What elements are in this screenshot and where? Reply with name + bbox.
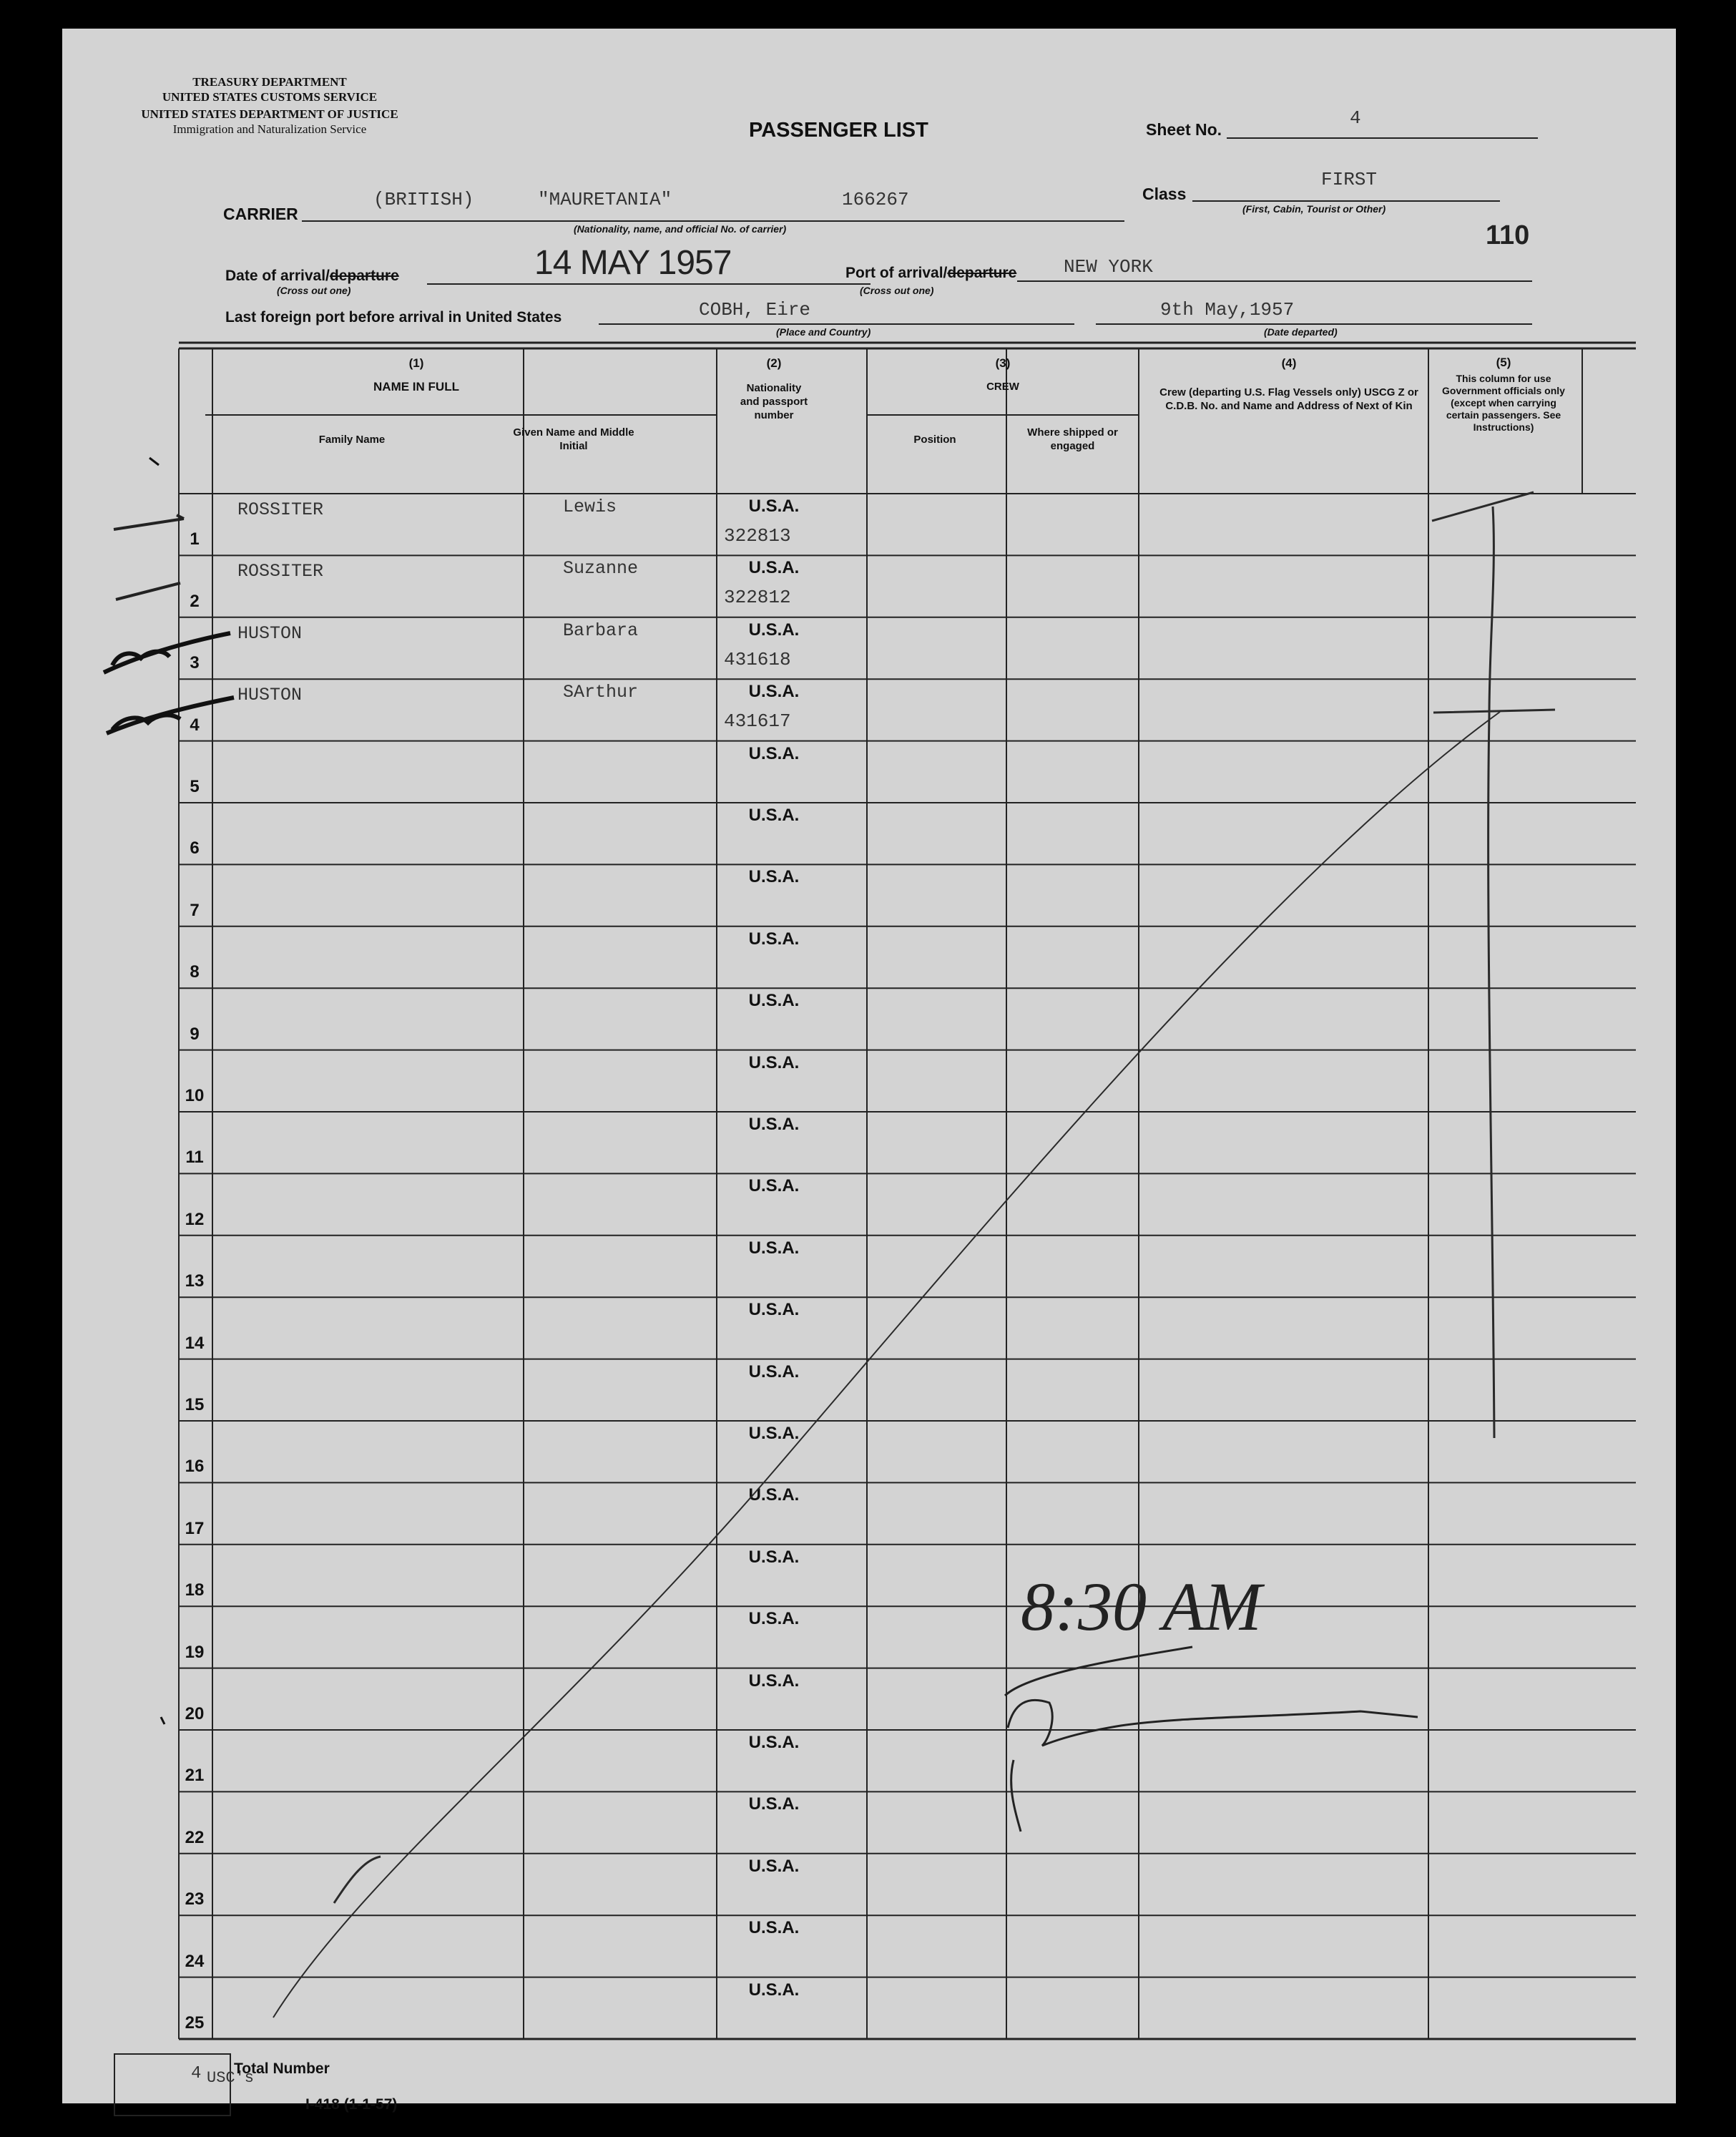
nationality-cell: U.S.A. (748, 1115, 800, 1134)
stamp-number: 110 (1486, 220, 1530, 250)
dept-line-4: Immigration and Naturalization Service (172, 122, 367, 136)
passport-number-cell: 322813 (724, 525, 791, 547)
col2-header (717, 356, 831, 422)
nationality-cell: U.S.A. (748, 1424, 800, 1443)
sheet-no-value: 4 (1350, 107, 1361, 129)
row-number: 11 (185, 1148, 204, 1168)
col4-number: (4) (1281, 356, 1297, 370)
row-number: 25 (185, 2013, 205, 2033)
family-name-cell: ROSSITER (237, 499, 324, 520)
dept-line-2: UNITED STATES CUSTOMS SERVICE (162, 90, 378, 104)
place-note: (Place and Country) (776, 326, 871, 338)
table-row (62, 864, 1676, 926)
col3-header (867, 356, 1139, 393)
carrier-number: 166267 (842, 189, 909, 210)
nationality-cell: U.S.A. (748, 1052, 800, 1072)
dept-line-1: TREASURY DEPARTMENT (192, 75, 347, 89)
last-port-value: COBH, Eire (699, 299, 811, 321)
row-number: 22 (185, 1827, 205, 1847)
nationality-cell: U.S.A. (748, 1238, 800, 1258)
table-row (62, 1112, 1676, 1173)
table-row (62, 1482, 1676, 1544)
nationality-cell: U.S.A. (748, 1980, 800, 2000)
table-row (62, 1791, 1676, 1853)
row-number: 9 (190, 1024, 200, 1044)
date-cross-note: (Cross out one) (277, 285, 351, 296)
col5-title: This column for use Government officials only (except when carrying certain passengers. See Instructions) (1442, 373, 1565, 433)
carrier-name: "MAURETANIA" (538, 189, 672, 210)
table-row (62, 988, 1676, 1050)
col2-number: (2) (766, 356, 782, 370)
row-number: 14 (185, 1333, 205, 1353)
row-number: 1 (190, 529, 200, 549)
family-name-cell: HUSTON (237, 622, 303, 644)
row-number: 4 (190, 715, 200, 735)
port-value: NEW YORK (1064, 256, 1153, 278)
col5-header (1436, 356, 1571, 434)
carrier-label: CARRIER (223, 205, 298, 223)
given-name-cell: Lewis (563, 497, 617, 517)
carrier-note: (Nationality, name, and official No. of carrier) (574, 223, 787, 235)
row-number: 24 (185, 1951, 205, 1971)
nationality-cell: U.S.A. (748, 1300, 800, 1320)
where-shipped-header: Where shipped or engaged (1027, 426, 1118, 452)
nationality-cell: U.S.A. (748, 1176, 800, 1196)
class-note: (First, Cabin, Tourist or Other) (1242, 203, 1386, 215)
table-row (62, 1545, 1676, 1606)
nationality-cell: U.S.A. (748, 1671, 800, 1691)
form-number: I-418 (1-1-57) (305, 2096, 398, 2113)
port-cross-note: (Cross out one) (860, 285, 934, 296)
table-row (62, 1977, 1676, 2039)
table-row (62, 494, 1676, 555)
given-name-cell: Barbara (563, 620, 639, 641)
row-number: 5 (190, 776, 200, 796)
row-number: 17 (185, 1518, 205, 1538)
nationality-cell: U.S.A. (748, 497, 800, 516)
given-name-cell: SArthur (563, 682, 639, 703)
row-number: 20 (185, 1703, 205, 1723)
passport-number-cell: 431617 (724, 710, 791, 733)
nationality-cell: U.S.A. (748, 1361, 800, 1382)
row-number: 7 (190, 900, 200, 920)
col3-title: CREW (986, 381, 1019, 393)
sheet-no-label: Sheet No. (1146, 120, 1222, 139)
dept-line-3: UNITED STATES DEPARTMENT OF JUSTICE (141, 107, 398, 121)
table-row (62, 803, 1676, 864)
class-label: Class (1142, 185, 1187, 203)
table-row (62, 1236, 1676, 1297)
nationality-cell: U.S.A. (748, 743, 800, 763)
nationality-cell: U.S.A. (748, 1609, 800, 1629)
family-name-cell: HUSTON (237, 685, 303, 706)
family-name-cell: ROSSITER (237, 561, 324, 582)
row-number: 18 (185, 1580, 205, 1600)
nationality-cell: U.S.A. (748, 1856, 800, 1876)
table-row (62, 741, 1676, 803)
nationality-cell: U.S.A. (748, 1918, 800, 1938)
carrier-nationality: (BRITISH) (373, 189, 474, 210)
last-port-label: Last foreign port before arrival in United States (225, 309, 562, 326)
nationality-cell: U.S.A. (748, 991, 800, 1011)
col1-title: NAME IN FULL (373, 380, 459, 393)
nationality-cell: U.S.A. (748, 929, 800, 949)
row-number: 16 (185, 1457, 205, 1477)
col1-number: (1) (408, 356, 424, 370)
table-row (62, 926, 1676, 988)
passenger-list-form (62, 29, 1676, 2113)
row-number: 21 (185, 1766, 205, 1786)
row-number: 19 (185, 1642, 205, 1662)
col4-header (1142, 356, 1436, 413)
nationality-cell: U.S.A. (748, 806, 800, 825)
table-row (62, 1421, 1676, 1482)
col4-title: Crew (departing U.S. Flag Vessels only) USCG Z or C.D.B. No. and Name and Address of Next of Kin (1159, 386, 1418, 412)
col3-number: (3) (995, 356, 1011, 370)
table-row (62, 1730, 1676, 1791)
table-row (62, 1606, 1676, 1668)
total-value: 4 (191, 2064, 202, 2083)
col1-header (205, 356, 627, 393)
table-row (62, 1668, 1676, 1730)
row-number: 2 (190, 591, 200, 611)
row-number: 12 (185, 1209, 205, 1229)
row-number: 13 (185, 1271, 205, 1291)
nationality-cell: U.S.A. (748, 1485, 800, 1505)
passport-number-cell: 322812 (724, 587, 791, 609)
table-row (62, 1359, 1676, 1421)
date-departed-note: (Date departed) (1264, 326, 1338, 338)
date-departed-value: 9th May,1957 (1160, 299, 1295, 321)
row-number: 3 (190, 653, 200, 673)
table-row (62, 555, 1676, 617)
table-row (62, 1854, 1676, 1915)
nationality-cell: U.S.A. (748, 558, 800, 578)
usc-note: USC's (207, 2069, 255, 2087)
row-number: 23 (185, 1889, 205, 1909)
table-row (62, 1915, 1676, 1977)
table-row (62, 1173, 1676, 1235)
passport-number-cell: 431618 (724, 648, 791, 670)
nationality-cell: U.S.A. (748, 620, 800, 640)
date-label: Date of arrival/departure (225, 268, 399, 284)
family-name-header: Family Name (318, 434, 386, 446)
page-title: PASSENGER LIST (749, 119, 928, 142)
handwritten-time: 8:30 AM (1021, 1568, 1262, 1645)
given-name-header: Given Name and Middle Initial (513, 426, 634, 452)
class-value: FIRST (1321, 169, 1378, 190)
table-row (62, 617, 1676, 679)
row-number: 10 (185, 1085, 205, 1105)
nationality-cell: U.S.A. (748, 682, 800, 702)
nationality-cell: U.S.A. (748, 1794, 800, 1814)
col2-title: Nationality and passport number (740, 382, 808, 421)
row-number: 8 (190, 962, 200, 982)
row-number: 6 (190, 838, 200, 859)
given-name-cell: Suzanne (563, 558, 639, 580)
position-header: Position (913, 434, 956, 446)
table-row (62, 1297, 1676, 1359)
row-number: 15 (185, 1394, 205, 1414)
port-label: Port of arrival/departure (845, 265, 1017, 281)
nationality-cell: U.S.A. (748, 1733, 800, 1752)
date-stamp: 14 MAY 1957 (534, 244, 732, 282)
table-row (62, 679, 1676, 740)
total-label: Total Number (234, 2060, 330, 2077)
table-row (62, 1050, 1676, 1112)
nationality-cell: U.S.A. (748, 1547, 800, 1567)
nationality-cell: U.S.A. (748, 867, 800, 887)
col5-number: (5) (1496, 356, 1511, 369)
